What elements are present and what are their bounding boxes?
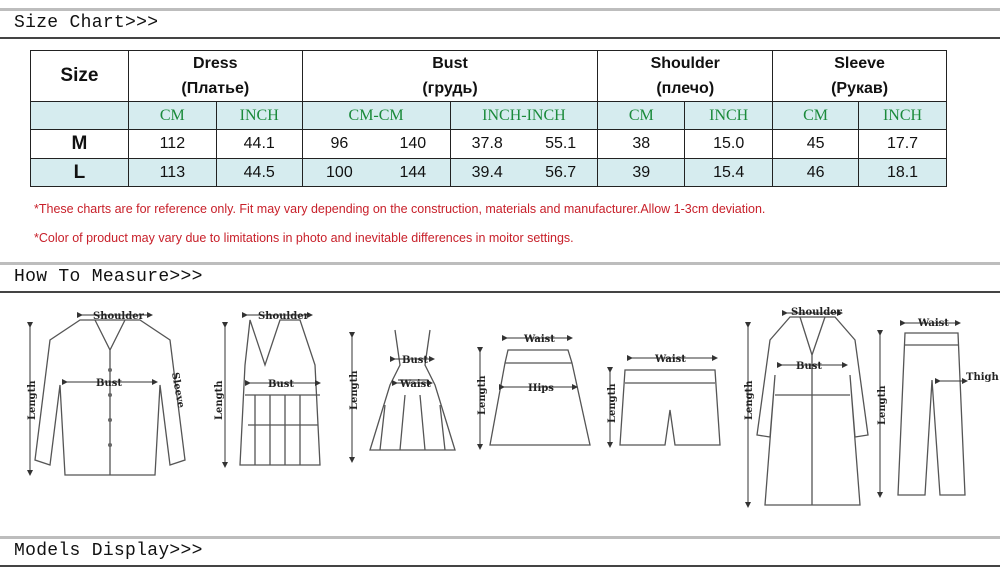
skirt-length-label: Length [477,375,488,415]
how-to-measure-title: How To Measure>>> [14,267,203,287]
size-header: Size [31,51,129,102]
shirt-length-label: Length [27,380,38,420]
coat-length-label: Length [744,380,755,420]
value-cell: 15.0 [685,130,773,159]
models-display-header [0,536,1000,567]
pants-illustration [877,318,1000,495]
value-cell: 96 [302,130,376,159]
value-cell: 18.1 [859,159,947,187]
unit-cell: CM-CM [302,102,450,130]
unit-cell: INCH [859,102,947,130]
group-header-sleeve: Sleeve (Рукав) [773,51,947,102]
group-header-bust: Bust (грудь) [302,51,598,102]
dress-illustration [349,330,455,460]
tank-bust-label: Bust [268,379,294,390]
coat-bust-label: Bust [796,361,822,372]
size-cell: L [31,159,129,187]
shirt-shoulder-label: Shoulder [93,311,144,322]
pants-length-label: Length [877,385,888,425]
value-cell: 56.7 [524,159,598,187]
tank-shoulder-label: Shoulder [258,311,309,322]
group-header-dress: Dress (Платье) [128,51,302,102]
how-to-measure-header [0,262,1000,293]
value-cell: 45 [773,130,859,159]
pants-thigh-label: Thigh [966,372,999,383]
group-header-shoulder: Shoulder (плечо) [598,51,773,102]
value-cell: 39 [598,159,685,187]
dress-waist-label: Waist [400,379,431,390]
coat-illustration [744,307,868,505]
unit-cell: INCH [216,102,302,130]
unit-cell: INCH-INCH [450,102,598,130]
unit-cell: CM [128,102,216,130]
value-cell: 144 [376,159,450,187]
shorts-illustration [607,354,720,445]
shorts-length-label: Length [607,383,618,423]
measurement-illustrations [0,295,1000,525]
value-cell: 113 [128,159,216,187]
size-chart-table [30,50,947,187]
value-cell: 46 [773,159,859,187]
dress-bust-label: Bust [402,355,428,366]
unit-cell: CM [598,102,685,130]
tank-length-label: Length [214,380,225,420]
value-cell: 140 [376,130,450,159]
table-row [31,159,947,187]
value-cell: 112 [128,130,216,159]
size-chart-title: Size Chart>>> [14,13,159,33]
table-row [31,130,947,159]
value-cell: 55.1 [524,130,598,159]
skirt-illustration [477,334,590,447]
units-empty-cell [31,102,129,130]
shirt-illustration [27,311,186,475]
value-cell: 38 [598,130,685,159]
value-cell: 37.8 [450,130,524,159]
models-display-title: Models Display>>> [14,541,203,561]
unit-cell: INCH [685,102,773,130]
value-cell: 15.4 [685,159,773,187]
tank-illustration [214,311,320,465]
value-cell: 44.5 [216,159,302,187]
units-row [31,102,947,130]
shorts-waist-label: Waist [655,354,686,365]
dress-length-label: Length [349,370,360,410]
unit-cell: CM [773,102,859,130]
shirt-sleeve-label: Sleeve [169,371,187,409]
value-cell: 39.4 [450,159,524,187]
size-chart-header [0,8,1000,39]
skirt-waist-label: Waist [524,334,555,345]
value-cell: 17.7 [859,130,947,159]
shirt-bust-label: Bust [96,378,122,389]
value-cell: 44.1 [216,130,302,159]
coat-shoulder-label: Shoulder [791,307,842,318]
skirt-hips-label: Hips [528,383,554,394]
size-cell: M [31,130,129,159]
reference-note: *These charts are for reference only. Fit may vary depending on the construction, materials and manufacturer.Allow 1-3cm deviation. [34,202,766,216]
color-note: *Color of product may vary due to limitations in photo and inevitable differences in moitor settings. [34,231,574,245]
pants-waist-label: Waist [918,318,949,329]
value-cell: 100 [302,159,376,187]
